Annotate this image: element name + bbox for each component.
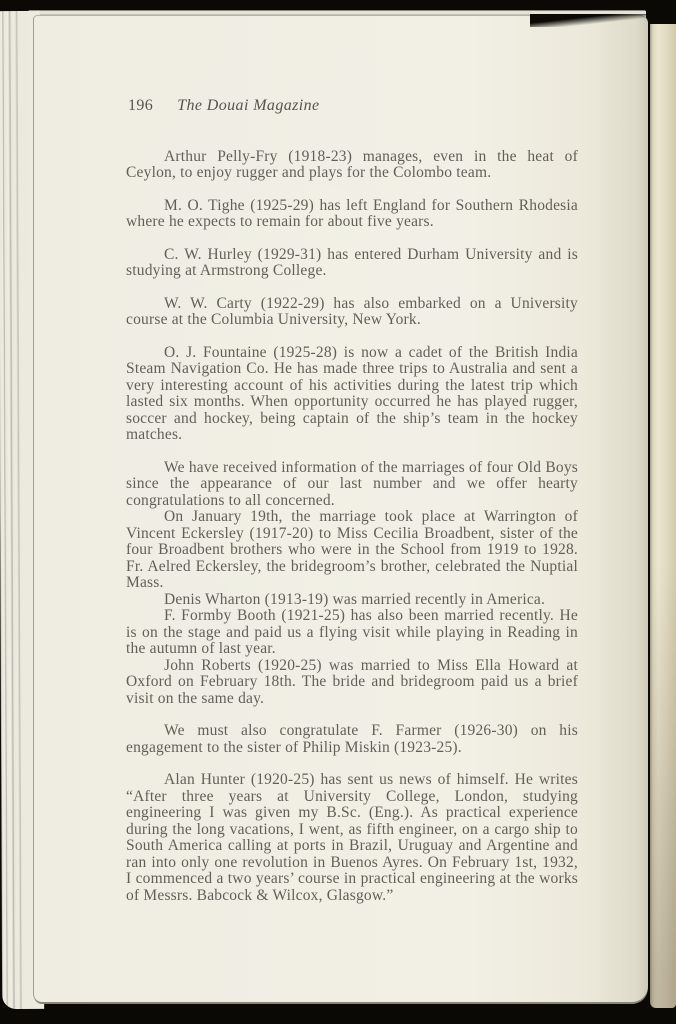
marriages-section <box>126 460 578 708</box>
paragraph: Denis Wharton (1913-19) was married recently in America. <box>164 590 546 608</box>
paragraph: F. Formby Booth (1921-25) has also been married recently. He is on the stage and paid us a flying visit while playing in Reading in the autumn of last year. <box>126 607 578 657</box>
old-boys-notes-section <box>126 149 578 444</box>
paragraph: We have received information of the marriages of four Old Boys since the appearance of our last number and we offer hearty congratulations to all concerned. <box>126 458 578 509</box>
fore-edge-right <box>650 24 676 1008</box>
paragraph: We must also congratulate F. Farmer (1926-30) on his engagement to the sister of Philip Miskin (1923-25). <box>126 722 578 756</box>
scan-corner-shadow <box>530 14 650 27</box>
printed-text-column <box>126 98 578 920</box>
page-header <box>128 98 578 115</box>
book-page <box>34 16 648 1002</box>
paragraph: C. W. Hurley (1929-31) has entered Durham University and is studying at Armstrong College. <box>126 245 578 279</box>
paragraph: On January 19th, the marriage took place at Warrington of Vincent Eckersley (1917-20) to Miss Cecilia Broadbent, sister of the four Broadbent brothers who were in the School from 1919 to 1928. Fr. Aelred Eckersley, the bridegroom’s brother, celebrated the Nuptial Mass. <box>126 508 578 591</box>
paragraph: O. J. Fountaine (1925-28) is now a cadet of the British India Steam Navigation Co. He has made three trips to Australia and sent a very interesting account of his activities during the latest trip which lasted six months. When opportunity occurred he has played rugger, soccer and hockey, being captain of the ship’s team in the hockey matches. <box>126 343 578 443</box>
running-title: The Douai Magazine <box>177 97 320 114</box>
paragraph: Arthur Pelly-Fry (1918-23) manages, even in the heat of Ceylon, to enjoy rugger and plays for the Colombo team. <box>126 147 578 181</box>
paragraph: M. O. Tighe (1925-29) has left England for Southern Rhodesia where he expects to remain for about five years. <box>126 196 578 230</box>
page-number: 196 <box>128 97 154 114</box>
closing-notes-section <box>126 723 578 904</box>
paragraph: John Roberts (1920-25) was married to Miss Ella Howard at Oxford on February 18th. The bride and bridegroom paid us a brief visit on the same day. <box>126 656 578 707</box>
paragraph: W. W. Carty (1922-29) has also embarked on a University course at the Columbia University, New York. <box>126 294 578 328</box>
paragraph: Alan Hunter (1920-25) has sent us news of himself. He writes “After three years at University College, London, studying engineering I was given my B.Sc. (Eng.). As practical experience during the long vacations, I went, as fifth engineer, on a cargo ship to South America calling at ports in Brazil, Uruguay and Argentine and ran into only one revolution in Buenos Ayres. On February 1st, 1932, I commenced a two years’ course in practical engineering at the works of Messrs. Babcock & Wilcox, Glasgow.” <box>126 771 578 904</box>
